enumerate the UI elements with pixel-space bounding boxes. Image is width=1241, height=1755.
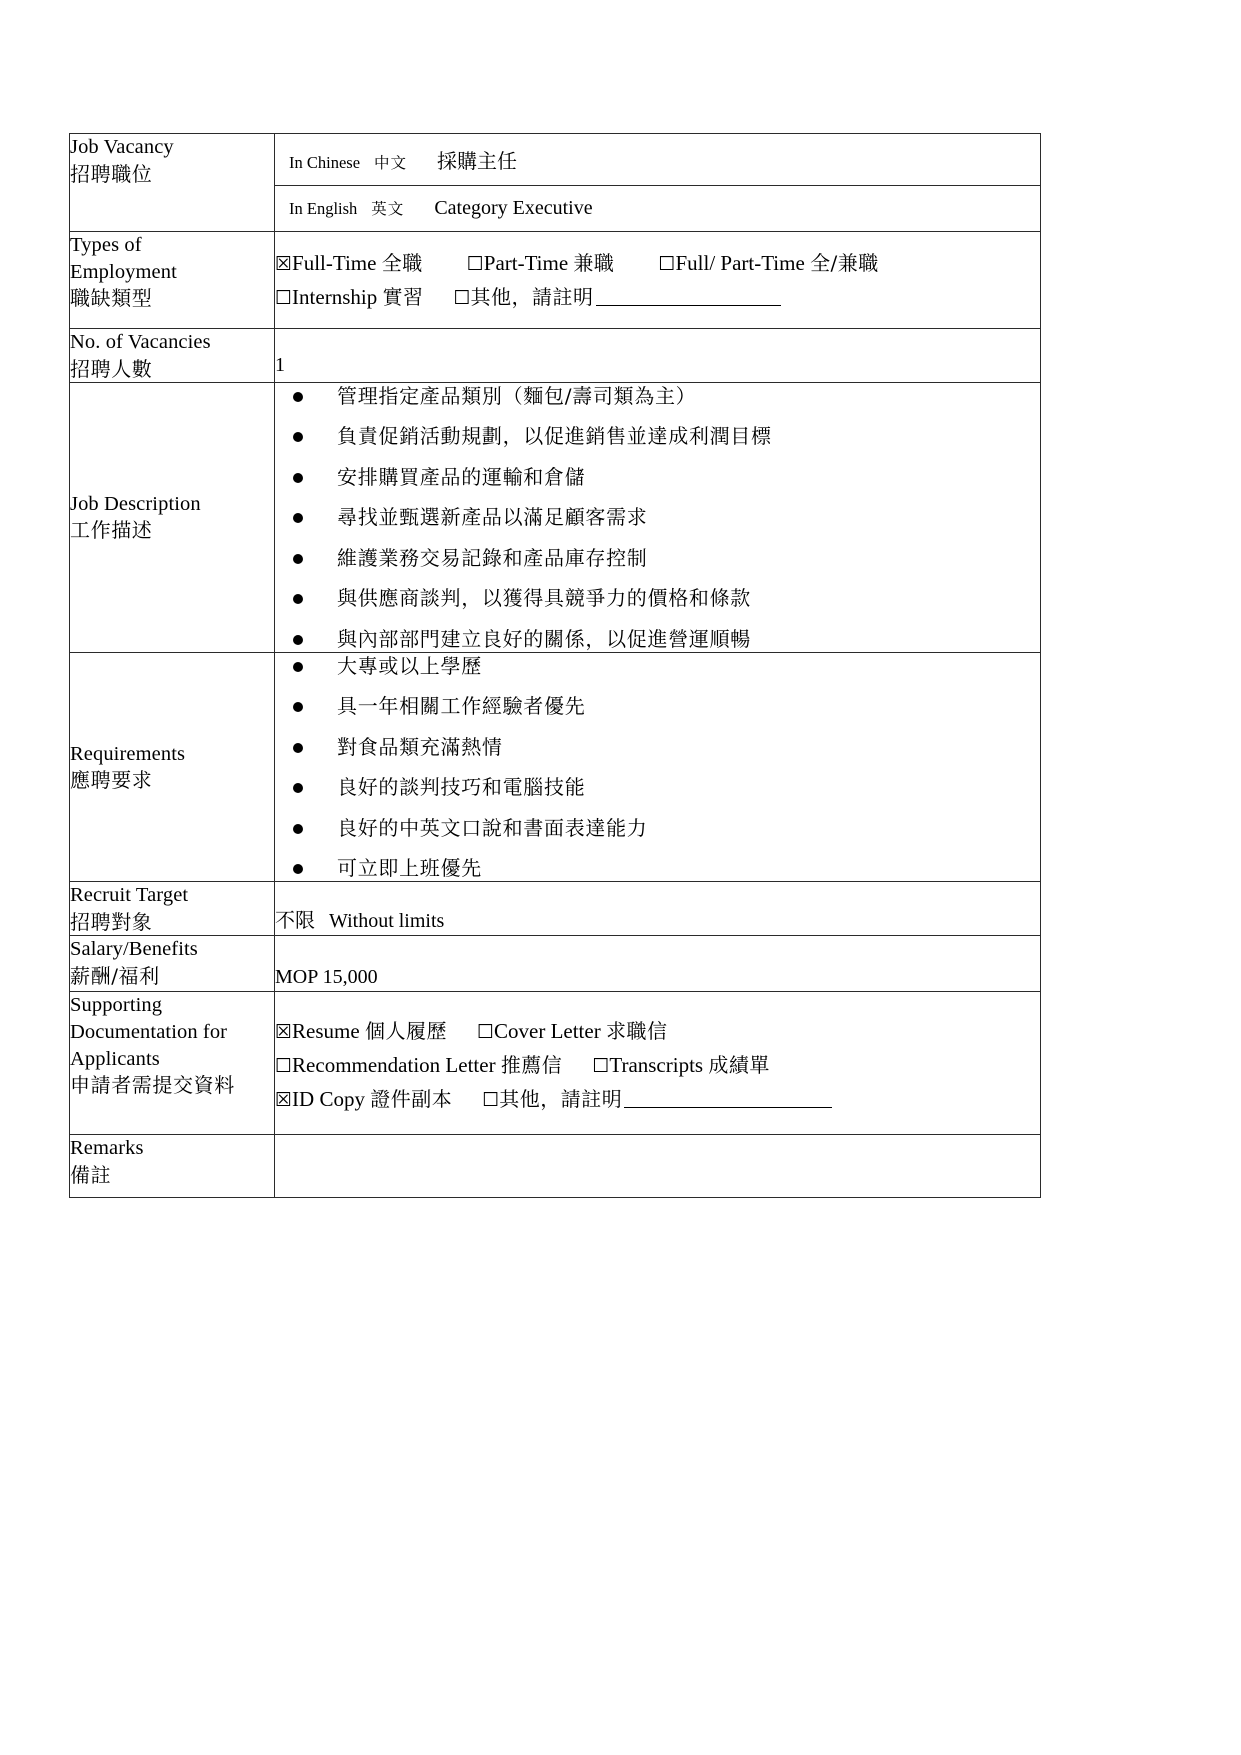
label-en-line2: Documentation for <box>70 1020 228 1043</box>
option-label-recommendation-letter-zh: 推薦信 <box>500 1053 563 1078</box>
row-value-supporting-documentation <box>275 992 1041 1135</box>
job-title-chinese-row <box>275 134 1040 186</box>
table-row-types-of-employment <box>70 232 1041 329</box>
other-employment-input[interactable] <box>596 305 781 306</box>
list-item: 管理指定產品類別（麵包/壽司類為主） <box>275 383 1040 409</box>
checkbox-internship[interactable]: ☐ <box>275 287 293 310</box>
option-label-internship-zh: 實習 <box>382 285 424 310</box>
option-label-resume-en: Resume <box>292 1019 360 1044</box>
recruit-target-value-zh[interactable]: 不限 <box>275 908 315 933</box>
row-value-remarks[interactable] <box>275 1135 1041 1198</box>
supporting-docs-line-2 <box>275 1048 1040 1082</box>
list-item: 維護業務交易記錄和產品庫存控制 <box>275 545 1040 571</box>
label-zh: 招聘職位 <box>70 161 153 186</box>
in-english-prompt-zh: 英文 <box>371 200 405 218</box>
option-label-full-time-en: Full-Time <box>292 251 377 275</box>
recruit-target-value-en[interactable]: Without limits <box>329 910 445 933</box>
option-label-recommendation-letter-en: Recommendation Letter <box>292 1053 496 1078</box>
list-item: 與內部部門建立良好的關係，以促進營運順暢 <box>275 626 1040 652</box>
table-row-no-of-vacancies <box>70 329 1041 383</box>
label-zh: 招聘人數 <box>70 356 153 381</box>
row-value-salary-benefits <box>275 936 1041 992</box>
row-value-requirements <box>275 652 1041 882</box>
list-item: 良好的中英文口說和書面表達能力 <box>275 815 1040 841</box>
row-label-remarks <box>70 1135 275 1198</box>
job-description-list <box>275 383 1040 652</box>
option-label-resume-zh: 個人履歷 <box>364 1019 447 1044</box>
label-en: Remarks <box>70 1137 144 1160</box>
label-zh: 職缺類型 <box>70 286 153 311</box>
list-item: 與供應商談判，以獲得具競爭力的價格和條款 <box>275 585 1040 611</box>
table-row-salary-benefits <box>70 936 1041 992</box>
list-item: 負責促銷活動規劃，以促進銷售並達成利潤目標 <box>275 423 1040 449</box>
option-label-transcripts-en: Transcripts <box>609 1053 704 1078</box>
option-label-full-time-zh: 全職 <box>381 251 423 275</box>
option-label-part-time-en: Part-Time <box>483 251 569 275</box>
table-row-remarks <box>70 1135 1041 1198</box>
label-zh: 薪酬/福利 <box>70 963 160 988</box>
row-label-job-vacancy <box>70 134 275 232</box>
job-title-subtable <box>275 134 1040 231</box>
in-chinese-prompt-en: In Chinese <box>289 153 361 172</box>
list-item: 良好的談判技巧和電腦技能 <box>275 774 1040 800</box>
table-row-job-vacancy <box>70 134 1041 232</box>
label-en-line2: Employment <box>70 260 177 283</box>
row-value-job-description <box>275 382 1041 652</box>
table-row-job-description <box>70 382 1041 652</box>
supporting-docs-line-3 <box>275 1082 1040 1116</box>
other-documents-input[interactable] <box>624 1107 832 1108</box>
label-en: Job Description <box>70 492 201 515</box>
checkbox-recommendation-letter[interactable]: ☐ <box>275 1055 293 1078</box>
job-title-chinese-cell <box>275 134 1040 186</box>
option-label-other-employment-zh: 其他，請註明 <box>470 285 594 310</box>
checkbox-transcripts[interactable]: ☐ <box>592 1055 610 1078</box>
label-en: No. of Vacancies <box>70 331 211 354</box>
label-zh: 備註 <box>70 1162 112 1187</box>
table-row-recruit-target <box>70 882 1041 936</box>
in-english-prompt-en: In English <box>289 199 358 218</box>
no-of-vacancies-value[interactable]: 1 <box>275 354 285 377</box>
option-label-transcripts-zh: 成績單 <box>708 1053 770 1078</box>
table-row-requirements <box>70 652 1041 882</box>
checkbox-cover-letter[interactable]: ☐ <box>476 1021 494 1044</box>
checkbox-full-time[interactable]: ☒ <box>275 253 293 275</box>
list-item: 具一年相關工作經驗者優先 <box>275 693 1040 719</box>
option-label-full-part-time-zh: 全/兼職 <box>810 251 879 275</box>
list-item: 對食品類充滿熱情 <box>275 734 1040 760</box>
checkbox-other-documents[interactable]: ☐ <box>482 1089 500 1112</box>
label-zh: 工作描述 <box>70 518 153 543</box>
checkbox-full-part-time[interactable]: ☐ <box>658 253 676 275</box>
label-en: Requirements <box>70 742 186 765</box>
job-vacancy-form-table <box>69 133 1041 1198</box>
list-item: 尋找並甄選新產品以滿足顧客需求 <box>275 504 1040 530</box>
checkbox-id-copy[interactable]: ☒ <box>275 1089 293 1112</box>
row-label-requirements <box>70 652 275 882</box>
checkbox-other-employment[interactable]: ☐ <box>453 287 471 310</box>
option-label-cover-letter-zh: 求職信 <box>605 1019 668 1044</box>
option-label-other-documents-zh: 其他，請註明 <box>499 1087 623 1112</box>
label-en-line1: Types of <box>70 234 142 256</box>
job-title-english-value[interactable]: Category Executive <box>434 197 593 219</box>
row-value-types-of-employment <box>275 232 1041 329</box>
salary-value[interactable]: MOP 15,000 <box>275 966 378 989</box>
row-value-job-vacancy <box>275 134 1041 232</box>
option-label-id-copy-en: ID Copy <box>292 1087 365 1112</box>
option-label-internship-en: Internship <box>292 285 378 310</box>
in-chinese-prompt-zh: 中文 <box>374 154 408 172</box>
label-en: Job Vacancy <box>70 136 174 158</box>
row-label-supporting-documentation <box>70 992 275 1135</box>
label-en-line3: Applicants <box>70 1047 160 1070</box>
option-label-part-time-zh: 兼職 <box>573 251 615 275</box>
label-zh: 申請者需提交資料 <box>70 1073 235 1098</box>
job-title-chinese-value[interactable]: 採購主任 <box>437 149 518 173</box>
option-label-full-part-time-en: Full/ Part-Time <box>675 251 805 275</box>
row-value-no-of-vacancies <box>275 329 1041 383</box>
row-label-no-of-vacancies <box>70 329 275 383</box>
list-item: 大專或以上學歷 <box>275 653 1040 679</box>
requirements-list <box>275 653 1040 882</box>
list-item: 安排購買產品的運輸和倉儲 <box>275 464 1040 490</box>
row-value-recruit-target <box>275 882 1041 936</box>
option-label-id-copy-zh: 證件副本 <box>370 1087 453 1112</box>
row-label-job-description <box>70 382 275 652</box>
checkbox-resume[interactable]: ☒ <box>275 1021 293 1044</box>
label-en: Salary/Benefits <box>70 938 198 961</box>
label-zh: 招聘對象 <box>70 909 153 934</box>
list-item: 可立即上班優先 <box>275 855 1040 881</box>
row-label-salary-benefits <box>70 936 275 992</box>
label-en: Recruit Target <box>70 884 189 907</box>
job-title-english-cell <box>275 186 1040 232</box>
option-label-cover-letter-en: Cover Letter <box>494 1019 601 1044</box>
employment-options-line-2 <box>275 280 1040 314</box>
row-label-types-of-employment <box>70 232 275 329</box>
row-label-recruit-target <box>70 882 275 936</box>
job-title-english-row <box>275 186 1040 232</box>
supporting-docs-line-1 <box>275 1014 1040 1048</box>
label-en-line1: Supporting <box>70 994 163 1017</box>
table-row-supporting-documentation <box>70 992 1041 1135</box>
employment-options-line-1 <box>275 246 1040 280</box>
label-zh: 應聘要求 <box>70 768 153 793</box>
checkbox-part-time[interactable]: ☐ <box>466 253 484 275</box>
